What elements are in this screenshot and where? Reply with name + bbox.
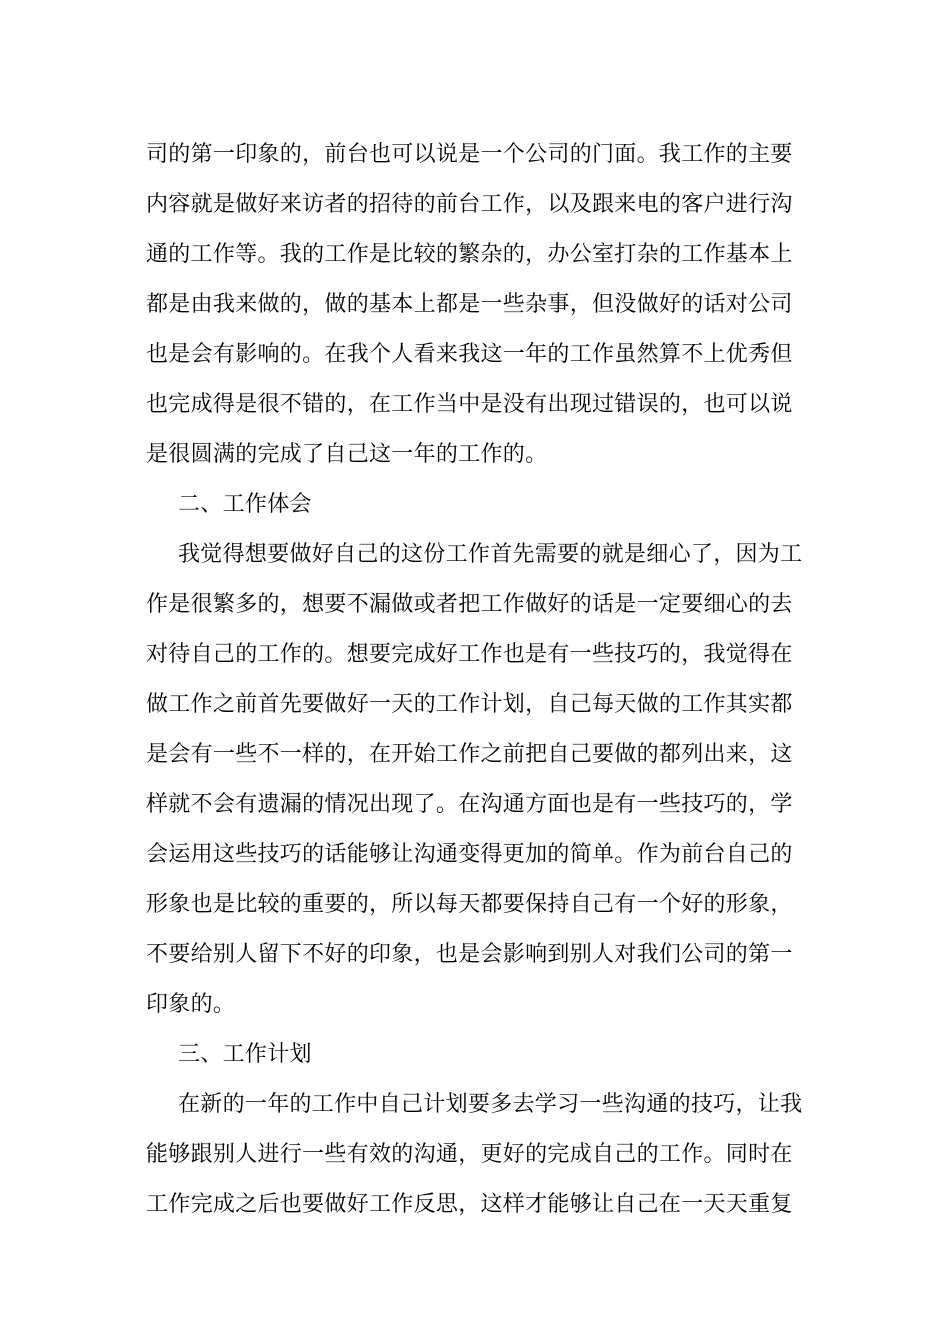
text-line: 会运用这些技巧的话能够让沟通变得更加的简单。作为前台自己的	[146, 842, 793, 867]
text-line: 在新的一年的工作中自己计划要多去学习一些沟通的技巧，让我	[178, 1092, 803, 1117]
text-line: 我觉得想要做好自己的这份工作首先需要的就是细心了，因为工	[178, 542, 803, 567]
text-line: 能够跟别人进行一些有效的沟通，更好的完成自己的工作。同时在	[146, 1142, 793, 1167]
text-line: 都是由我来做的，做的基本上都是一些杂事，但没做好的话对公司	[146, 292, 793, 317]
text-line: 对待自己的工作的。想要完成好工作也是有一些技巧的，我觉得在	[146, 642, 793, 667]
text-line: 也是会有影响的。在我个人看来我这一年的工作虽然算不上优秀但	[146, 342, 793, 367]
section-heading-work-experience: 二、工作体会	[178, 492, 312, 517]
text-line: 是会有一些不一样的，在开始工作之前把自己要做的都列出来，这	[146, 742, 793, 767]
text-line: 内容就是做好来访者的招待的前台工作，以及跟来电的客户进行沟	[146, 192, 793, 217]
text-line: 工作完成之后也要做好工作反思，这样才能够让自己在一天天重复	[146, 1192, 793, 1217]
text-line: 作是很繁多的，想要不漏做或者把工作做好的话是一定要细心的去	[146, 592, 793, 617]
text-line: 也完成得是很不错的，在工作当中是没有出现过错误的，也可以说	[146, 392, 793, 417]
text-line: 做工作之前首先要做好一天的工作计划，自己每天做的工作其实都	[146, 692, 793, 717]
text-line: 印象的。	[146, 992, 236, 1017]
text-line: 形象也是比较的重要的，所以每天都要保持自己有一个好的形象，	[146, 892, 793, 917]
text-line: 样就不会有遗漏的情况出现了。在沟通方面也是有一些技巧的，学	[146, 792, 793, 817]
section-heading-work-plan: 三、工作计划	[178, 1042, 312, 1067]
document-body	[146, 130, 816, 1230]
text-line: 不要给别人留下不好的印象，也是会影响到别人对我们公司的第一	[146, 942, 793, 967]
text-line: 是很圆满的完成了自己这一年的工作的。	[146, 442, 548, 467]
text-line: 通的工作等。我的工作是比较的繁杂的，办公室打杂的工作基本上	[146, 242, 793, 267]
text-line: 司的第一印象的，前台也可以说是一个公司的门面。我工作的主要	[146, 142, 793, 167]
